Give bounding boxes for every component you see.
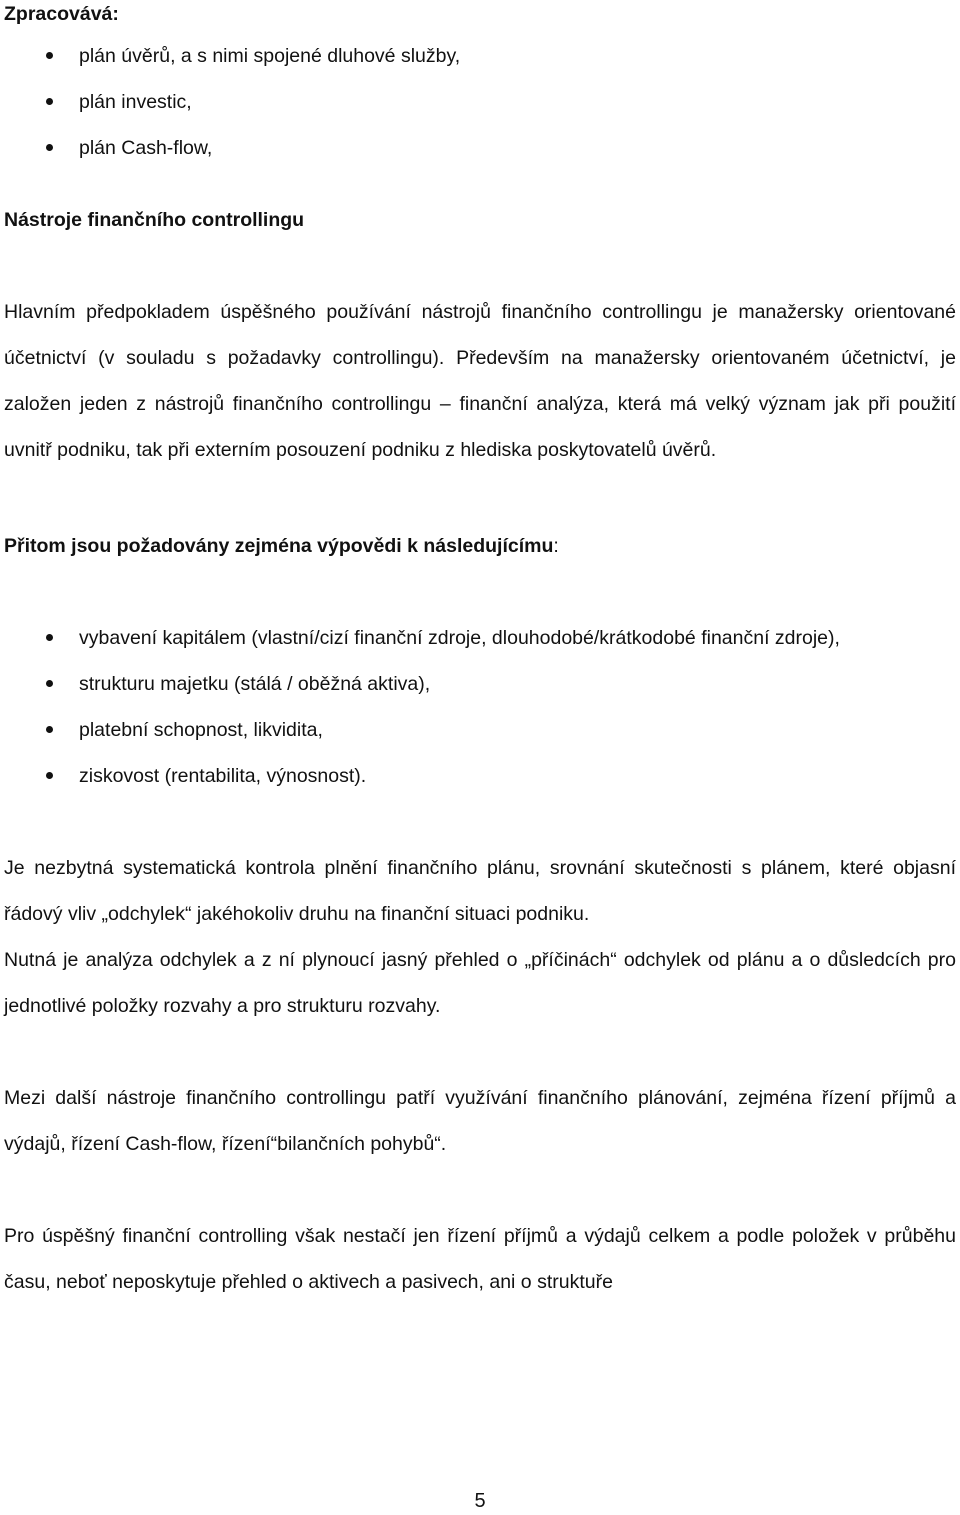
paragraph-intro: Hlavním předpokladem úspěšného používání nástrojů finančního controllingu je manažersky orientované účetnictví (v souladu s požadavky controllingu). Především na manažersky orientovaném účetnictví, je založen jeden z nástrojů finančního controllingu – finanční analýza, která má velký význam jak při použití uvnitř podniku, tak při externím posouzení podniku z hlediska poskytovatelů úvěrů.: [4, 301, 956, 461]
list-required: [4, 615, 956, 799]
paragraph-success: Pro úspěšný finanční controlling však nestačí jen řízení příjmů a výdajů celkem a podle položek v průběhu času, neboť neposkytuje přehled o aktivech a pasivech, ani o struktuře: [4, 1225, 956, 1293]
page-number: 5: [474, 1490, 486, 1512]
paragraph-control-1: Je nezbytná systematická kontrola plnění finančního plánu, srovnání skutečnosti s plánem, které objasní řádový vliv „odchylek“ jakéhokoliv druhu na finanční situaci podniku.: [4, 857, 956, 925]
list-item: plán Cash-flow,: [4, 125, 956, 171]
list-item: vybavení kapitálem (vlastní/cizí finanční zdroje, dlouhodobé/krátkodobé finanční zdroje),: [4, 615, 956, 661]
heading-required: [4, 533, 956, 559]
heading-processes: Zpracovává:: [4, 3, 119, 25]
list-item: platební schopnost, likvidita,: [4, 707, 956, 753]
list-processes: [4, 33, 956, 171]
list-item: strukturu majetku (stálá / oběžná aktiva),: [4, 661, 956, 707]
list-item: plán úvěrů, a s nimi spojené dluhové služby,: [4, 33, 956, 79]
list-item: ziskovost (rentabilita, výnosnost).: [4, 753, 956, 799]
heading-required-text: Přitom jsou požadovány zejména výpovědi k následujícímu: [4, 535, 554, 557]
heading-tools: Nástroje finančního controllingu: [4, 209, 305, 231]
paragraph-control-2: Nutná je analýza odchylek a z ní plynoucí jasný přehled o „příčinách“ odchylek od plánu a o důsledcích pro jednotlivé položky rozvahy a pro strukturu rozvahy.: [4, 949, 956, 1017]
document-page: [4, 0, 956, 1305]
list-item: plán investic,: [4, 79, 956, 125]
paragraph-other-tools: Mezi další nástroje finančního controllingu patří využívání finančního plánování, zejména řízení příjmů a výdajů, řízení Cash-flow, řízení“bilančních pohybů“.: [4, 1087, 956, 1155]
heading-required-colon: :: [553, 535, 559, 557]
